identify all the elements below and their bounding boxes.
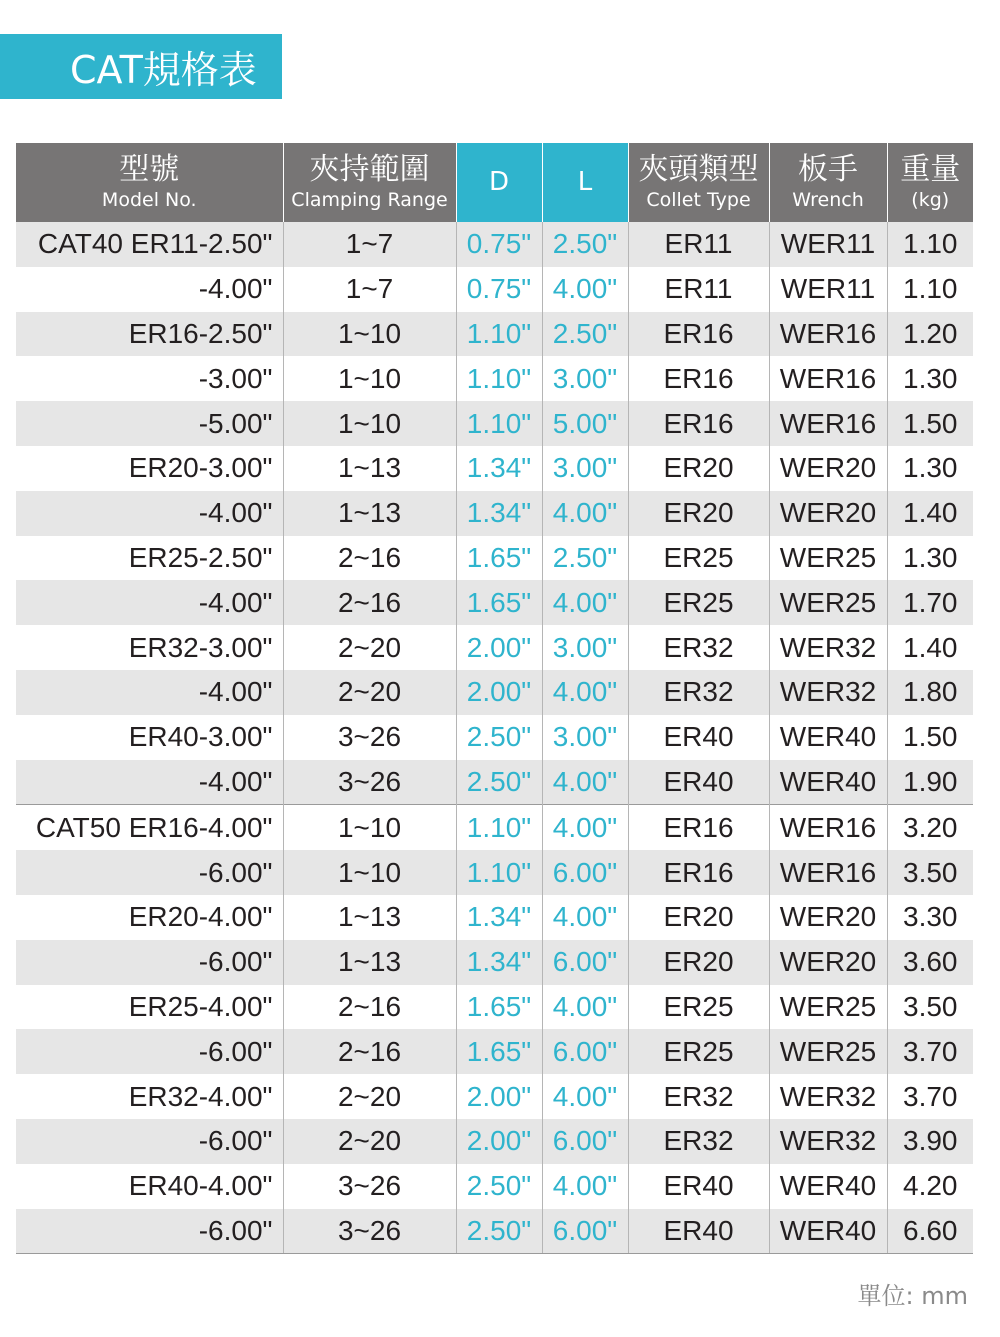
table-row (16, 1164, 973, 1209)
cell-l: 4.00" (542, 895, 628, 940)
cell-d: 2.00" (456, 1119, 542, 1164)
cell-wrench: WER16 (769, 850, 887, 895)
cell-model: -4.00" (16, 491, 283, 536)
cell-d: 1.65" (456, 1029, 542, 1074)
cell-l: 6.00" (542, 1209, 628, 1254)
header-d (456, 143, 542, 222)
cell-d: 1.10" (456, 312, 542, 357)
cell-model: ER20-4.00" (16, 895, 283, 940)
cell-l: 6.00" (542, 1119, 628, 1164)
cell-weight: 1.10 (887, 267, 973, 312)
cell-weight: 3.20 (887, 805, 973, 850)
cell-weight: 1.30 (887, 536, 973, 581)
cell-model: ER20-3.00" (16, 446, 283, 491)
cell-collet-type: ER40 (628, 760, 769, 805)
table-row (16, 895, 973, 940)
table-row (16, 536, 973, 581)
header-d-label: D (488, 166, 510, 197)
cell-wrench: WER20 (769, 446, 887, 491)
cell-clamping-range: 2~20 (283, 1119, 456, 1164)
cell-collet-type: ER16 (628, 312, 769, 357)
cell-l: 2.50" (542, 312, 628, 357)
cell-clamping-range: 1~10 (283, 850, 456, 895)
table-row (16, 267, 973, 312)
table-row (16, 1209, 973, 1254)
cell-clamping-range: 1~10 (283, 805, 456, 850)
cell-collet-type: ER40 (628, 1209, 769, 1254)
cell-clamping-range: 1~10 (283, 401, 456, 446)
cell-l: 3.00" (542, 625, 628, 670)
cell-wrench: WER40 (769, 1164, 887, 1209)
cell-wrench: WER32 (769, 625, 887, 670)
cell-d: 1.10" (456, 805, 542, 850)
cell-clamping-range: 1~7 (283, 222, 456, 267)
cell-collet-type: ER25 (628, 985, 769, 1030)
cell-wrench: WER16 (769, 312, 887, 357)
header-weight-zh: 重量 (900, 152, 961, 188)
cell-d: 2.50" (456, 1164, 542, 1209)
table-row (16, 1029, 973, 1074)
cell-d: 2.00" (456, 670, 542, 715)
cell-collet-type: ER32 (628, 670, 769, 715)
cell-model: -6.00" (16, 1209, 283, 1254)
cell-l: 3.00" (542, 446, 628, 491)
cell-model: ER32-3.00" (16, 625, 283, 670)
cell-weight: 1.40 (887, 491, 973, 536)
cell-l: 4.00" (542, 1164, 628, 1209)
cell-weight: 6.60 (887, 1209, 973, 1254)
table-row (16, 446, 973, 491)
cell-model: CAT40 ER11-2.50" (16, 222, 283, 267)
header-model (16, 143, 283, 222)
cell-model: -4.00" (16, 670, 283, 715)
cell-wrench: WER40 (769, 760, 887, 805)
cell-d: 1.65" (456, 580, 542, 625)
cell-l: 2.50" (542, 222, 628, 267)
cell-d: 1.65" (456, 985, 542, 1030)
unit-note: 單位: mm (857, 1282, 968, 1310)
cell-clamping-range: 1~10 (283, 356, 456, 401)
cell-l: 4.00" (542, 491, 628, 536)
table-row (16, 401, 973, 446)
cell-clamping-range: 2~16 (283, 1029, 456, 1074)
cell-weight: 3.60 (887, 940, 973, 985)
cell-clamping-range: 1~13 (283, 491, 456, 536)
cell-model: -5.00" (16, 401, 283, 446)
cell-wrench: WER32 (769, 670, 887, 715)
cell-model: CAT50 ER16-4.00" (16, 805, 283, 850)
cell-weight: 1.50 (887, 401, 973, 446)
table-row (16, 805, 973, 850)
cell-weight: 1.80 (887, 670, 973, 715)
cell-weight: 1.40 (887, 625, 973, 670)
cell-wrench: WER11 (769, 222, 887, 267)
table-row (16, 580, 973, 625)
cell-l: 5.00" (542, 401, 628, 446)
header-weight (887, 143, 973, 222)
cell-weight: 3.90 (887, 1119, 973, 1164)
cell-model: -4.00" (16, 267, 283, 312)
cell-l: 4.00" (542, 985, 628, 1030)
cell-clamping-range: 1~7 (283, 267, 456, 312)
header-clamping-en: Clamping Range (291, 188, 448, 211)
cell-wrench: WER20 (769, 895, 887, 940)
cell-model: -3.00" (16, 356, 283, 401)
header-wrench-zh: 板手 (798, 152, 858, 188)
cell-clamping-range: 1~13 (283, 895, 456, 940)
cell-wrench: WER25 (769, 1029, 887, 1074)
cell-clamping-range: 3~26 (283, 1164, 456, 1209)
cell-model: ER16-2.50" (16, 312, 283, 357)
table-body (16, 222, 973, 1254)
cell-model: ER32-4.00" (16, 1074, 283, 1119)
cell-collet-type: ER20 (628, 895, 769, 940)
cell-weight: 3.70 (887, 1074, 973, 1119)
cell-model: -4.00" (16, 760, 283, 805)
cell-d: 1.10" (456, 356, 542, 401)
cell-clamping-range: 1~13 (283, 446, 456, 491)
cell-weight: 1.20 (887, 312, 973, 357)
cell-l: 4.00" (542, 580, 628, 625)
cell-collet-type: ER16 (628, 850, 769, 895)
cell-wrench: WER40 (769, 715, 887, 760)
cell-weight: 1.30 (887, 446, 973, 491)
cell-clamping-range: 2~16 (283, 536, 456, 581)
table-row (16, 985, 973, 1030)
cell-collet-type: ER11 (628, 222, 769, 267)
table-row (16, 940, 973, 985)
cell-l: 6.00" (542, 940, 628, 985)
cell-collet-type: ER16 (628, 401, 769, 446)
cell-collet-type: ER20 (628, 940, 769, 985)
cell-l: 6.00" (542, 850, 628, 895)
table-row (16, 222, 973, 267)
cell-d: 0.75" (456, 267, 542, 312)
cell-d: 1.10" (456, 401, 542, 446)
cell-d: 2.00" (456, 1074, 542, 1119)
cell-collet-type: ER40 (628, 1164, 769, 1209)
cell-d: 1.34" (456, 446, 542, 491)
table-row (16, 356, 973, 401)
cell-clamping-range: 3~26 (283, 760, 456, 805)
header-collet-zh: 夾頭類型 (638, 152, 759, 188)
table-row (16, 715, 973, 760)
table-row (16, 312, 973, 357)
table-header-row (16, 143, 973, 222)
table-row (16, 1119, 973, 1164)
cell-collet-type: ER16 (628, 356, 769, 401)
cell-clamping-range: 1~10 (283, 312, 456, 357)
cell-weight: 3.50 (887, 850, 973, 895)
cell-wrench: WER16 (769, 805, 887, 850)
cell-clamping-range: 2~20 (283, 625, 456, 670)
cell-collet-type: ER32 (628, 1119, 769, 1164)
cell-collet-type: ER16 (628, 805, 769, 850)
cell-model: ER40-4.00" (16, 1164, 283, 1209)
cell-collet-type: ER25 (628, 1029, 769, 1074)
cell-weight: 1.90 (887, 760, 973, 805)
cell-weight: 3.30 (887, 895, 973, 940)
cell-wrench: WER25 (769, 985, 887, 1030)
table-row (16, 625, 973, 670)
table-row (16, 670, 973, 715)
header-l (542, 143, 628, 222)
cell-clamping-range: 2~20 (283, 1074, 456, 1119)
cell-collet-type: ER32 (628, 625, 769, 670)
cell-weight: 1.70 (887, 580, 973, 625)
header-wrench-en: Wrench (792, 188, 864, 211)
header-collet (628, 143, 769, 222)
cell-collet-type: ER32 (628, 1074, 769, 1119)
cell-wrench: WER40 (769, 1209, 887, 1254)
cell-d: 1.10" (456, 850, 542, 895)
cell-collet-type: ER11 (628, 267, 769, 312)
cell-clamping-range: 2~20 (283, 670, 456, 715)
cell-l: 4.00" (542, 670, 628, 715)
cell-d: 1.34" (456, 491, 542, 536)
cell-collet-type: ER20 (628, 491, 769, 536)
cell-wrench: WER16 (769, 401, 887, 446)
cell-weight: 4.20 (887, 1164, 973, 1209)
cell-model: -6.00" (16, 1029, 283, 1074)
cell-clamping-range: 3~26 (283, 1209, 456, 1254)
cell-d: 1.34" (456, 895, 542, 940)
cell-model: ER40-3.00" (16, 715, 283, 760)
spec-table (16, 143, 973, 1254)
table-row (16, 1074, 973, 1119)
cell-collet-type: ER25 (628, 580, 769, 625)
cell-d: 1.65" (456, 536, 542, 581)
cell-clamping-range: 2~16 (283, 580, 456, 625)
header-model-zh: 型號 (119, 152, 180, 188)
cell-l: 4.00" (542, 805, 628, 850)
cell-weight: 3.70 (887, 1029, 973, 1074)
cell-wrench: WER20 (769, 940, 887, 985)
header-model-en: Model No. (101, 188, 197, 211)
cell-d: 0.75" (456, 222, 542, 267)
cell-weight: 1.30 (887, 356, 973, 401)
cell-d: 2.50" (456, 760, 542, 805)
cell-wrench: WER25 (769, 536, 887, 581)
cell-l: 6.00" (542, 1029, 628, 1074)
cell-wrench: WER16 (769, 356, 887, 401)
cell-wrench: WER32 (769, 1119, 887, 1164)
cell-model: -6.00" (16, 1119, 283, 1164)
page-title: CAT規格表 (0, 34, 282, 99)
cell-wrench: WER25 (769, 580, 887, 625)
cell-model: -6.00" (16, 850, 283, 895)
cell-model: ER25-2.50" (16, 536, 283, 581)
cell-l: 4.00" (542, 760, 628, 805)
cell-model: -6.00" (16, 940, 283, 985)
cell-wrench: WER32 (769, 1074, 887, 1119)
cell-weight: 1.10 (887, 222, 973, 267)
cell-collet-type: ER25 (628, 536, 769, 581)
cell-collet-type: ER20 (628, 446, 769, 491)
cell-wrench: WER11 (769, 267, 887, 312)
table-row (16, 850, 973, 895)
cell-d: 2.00" (456, 625, 542, 670)
cell-weight: 3.50 (887, 985, 973, 1030)
cell-model: ER25-4.00" (16, 985, 283, 1030)
cell-collet-type: ER40 (628, 715, 769, 760)
cell-l: 2.50" (542, 536, 628, 581)
cell-l: 4.00" (542, 1074, 628, 1119)
cell-model: -4.00" (16, 580, 283, 625)
header-l-label: L (577, 166, 593, 197)
header-clamping (283, 143, 456, 222)
header-weight-en: (kg) (911, 188, 950, 211)
cell-clamping-range: 3~26 (283, 715, 456, 760)
cell-d: 2.50" (456, 715, 542, 760)
cell-clamping-range: 2~16 (283, 985, 456, 1030)
cell-l: 3.00" (542, 715, 628, 760)
table-row (16, 491, 973, 536)
table-row (16, 760, 973, 805)
header-collet-en: Collet Type (646, 188, 751, 211)
cell-weight: 1.50 (887, 715, 973, 760)
cell-d: 1.34" (456, 940, 542, 985)
header-wrench (769, 143, 887, 222)
cell-d: 2.50" (456, 1209, 542, 1254)
cell-wrench: WER20 (769, 491, 887, 536)
cell-l: 3.00" (542, 356, 628, 401)
cell-clamping-range: 1~13 (283, 940, 456, 985)
header-clamping-zh: 夾持範圍 (309, 152, 430, 188)
cell-l: 4.00" (542, 267, 628, 312)
